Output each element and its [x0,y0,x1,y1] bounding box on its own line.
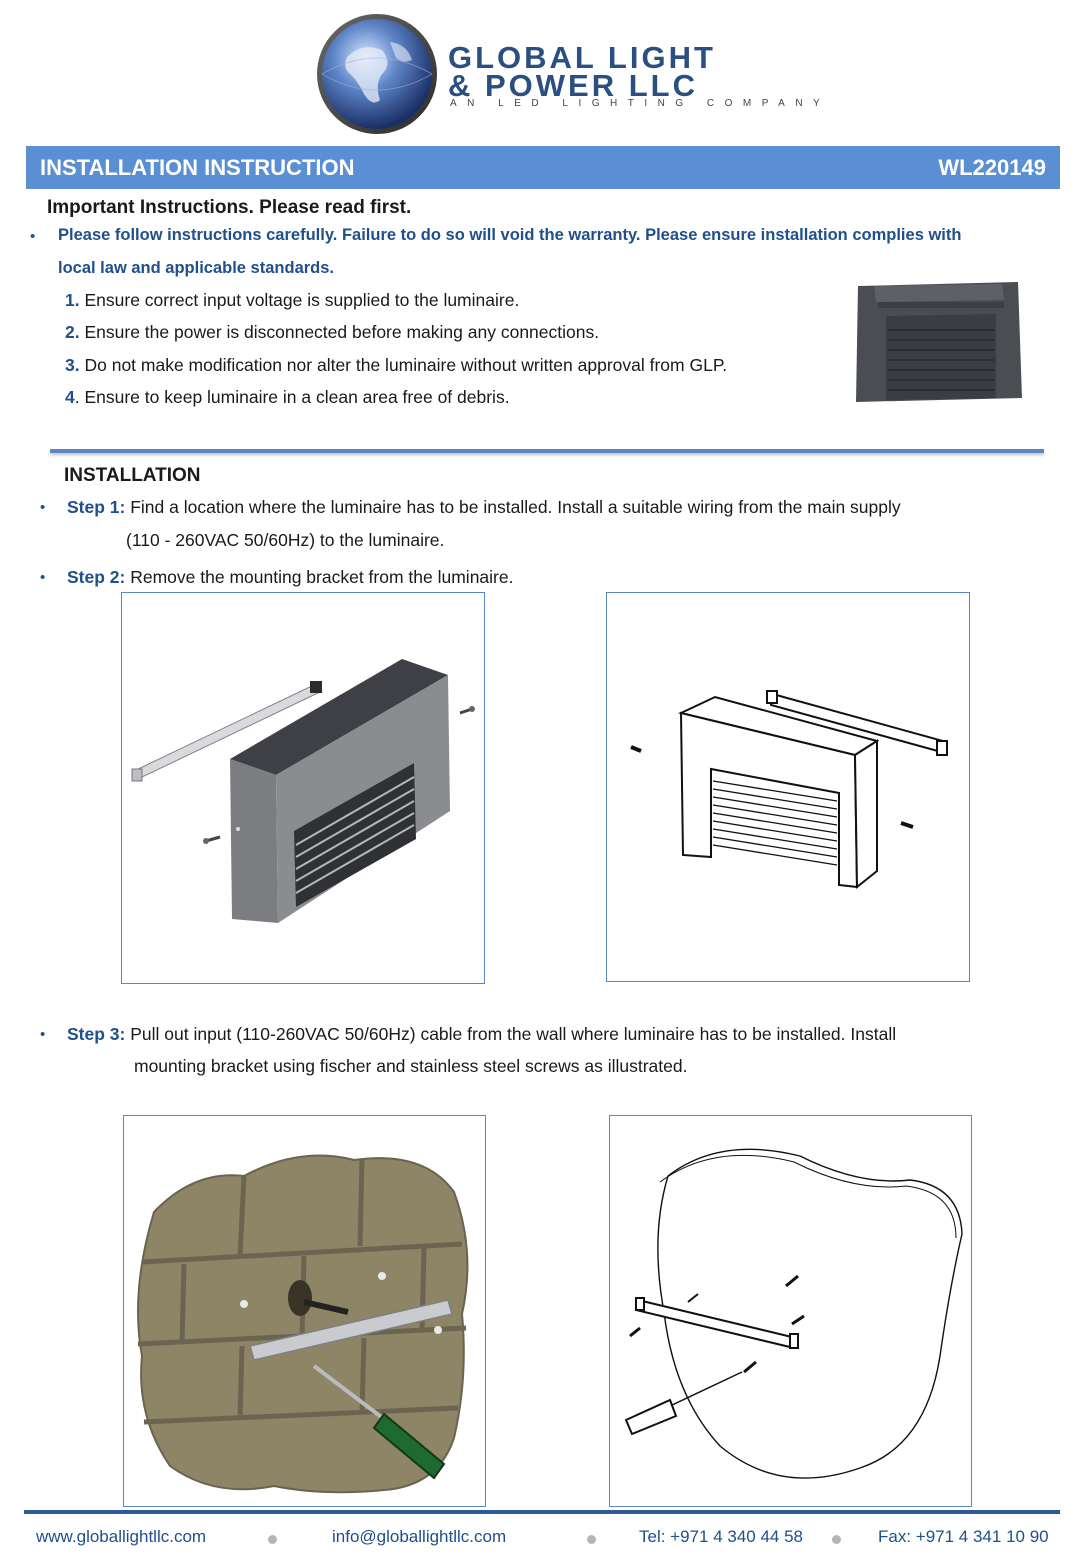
screw-icon [434,1326,442,1334]
screw-icon [630,1328,640,1336]
screw-icon [786,1276,798,1286]
screw-icon [744,1362,756,1372]
bullet-icon: • [40,569,46,586]
separator-dot-icon [832,1535,841,1544]
step3-line2: mounting bracket using fischer and stainless steel screws as illustrated. [134,1056,688,1076]
screw-icon [203,837,220,844]
screw-icon [901,823,913,827]
instruction-item: 3. Do not make modification nor alter the luminaire without written approval from GLP. [65,355,728,375]
logo-line1: GLOBAL LIGHT [448,40,716,75]
instruction-item: 1. Ensure correct input voltage is supplied to the luminaire. [65,290,520,310]
bullet-icon: • [30,228,36,245]
screw-icon [792,1316,804,1324]
bullet-icon: • [40,1026,46,1043]
footer-divider [24,1510,1060,1514]
step2-text: Step 2: Remove the mounting bracket from the luminaire. [67,567,514,587]
step3-line1: Step 3: Pull out input (110-260VAC 50/60Hz) cable from the wall where luminaire has to be installed. Install [67,1024,897,1044]
footer-email[interactable]: info@globallightllc.com [332,1527,507,1546]
screw-icon [460,706,475,713]
warning-line2: local law and applicable standards. [58,259,335,277]
section-divider [50,449,1044,453]
logo-line2: & POWER LLC [448,68,698,103]
step1-line2: (110 - 260VAC 50/60Hz) to the luminaire. [126,530,445,550]
document-title: INSTALLATION INSTRUCTION [40,155,355,180]
screw-icon [240,1300,248,1308]
logo-tagline: AN LED LIGHTING COMPANY [450,98,831,109]
separator-dot-icon [268,1535,277,1544]
footer-tel: Tel: +971 4 340 44 58 [639,1527,803,1546]
step2-render-image [121,592,485,984]
installation-title: INSTALLATION [64,465,201,486]
separator-dot-icon [587,1535,596,1544]
step2-line-drawing [606,592,970,982]
step3-line-drawing [609,1115,972,1507]
step1-line1: Step 1: Find a location where the luminaire has to be installed. Install a suitable wiring from the main supply [67,497,901,517]
globe-icon [312,12,442,136]
warning-line1: Please follow instructions carefully. Failure to do so will void the warranty. Please ensure installation complies with [58,226,962,244]
step3-wall-image [123,1115,486,1507]
important-title: Important Instructions. Please read first. [47,197,412,218]
screw-icon [378,1272,386,1280]
footer-fax: Fax: +971 4 341 10 90 [878,1527,1049,1546]
instruction-item: 4. Ensure to keep luminaire in a clean area free of debris. [65,387,510,407]
luminaire-photo [852,280,1024,404]
bullet-icon: • [40,499,46,516]
footer-website[interactable]: www.globallightllc.com [36,1527,207,1546]
header-bar [26,146,1060,189]
screw-icon [688,1294,698,1302]
screw-icon [631,747,641,751]
instruction-item: 2. Ensure the power is disconnected before making any connections. [65,322,600,342]
screwdriver-icon [626,1372,742,1434]
logo [312,12,831,136]
product-code: WL220149 [938,155,1046,180]
